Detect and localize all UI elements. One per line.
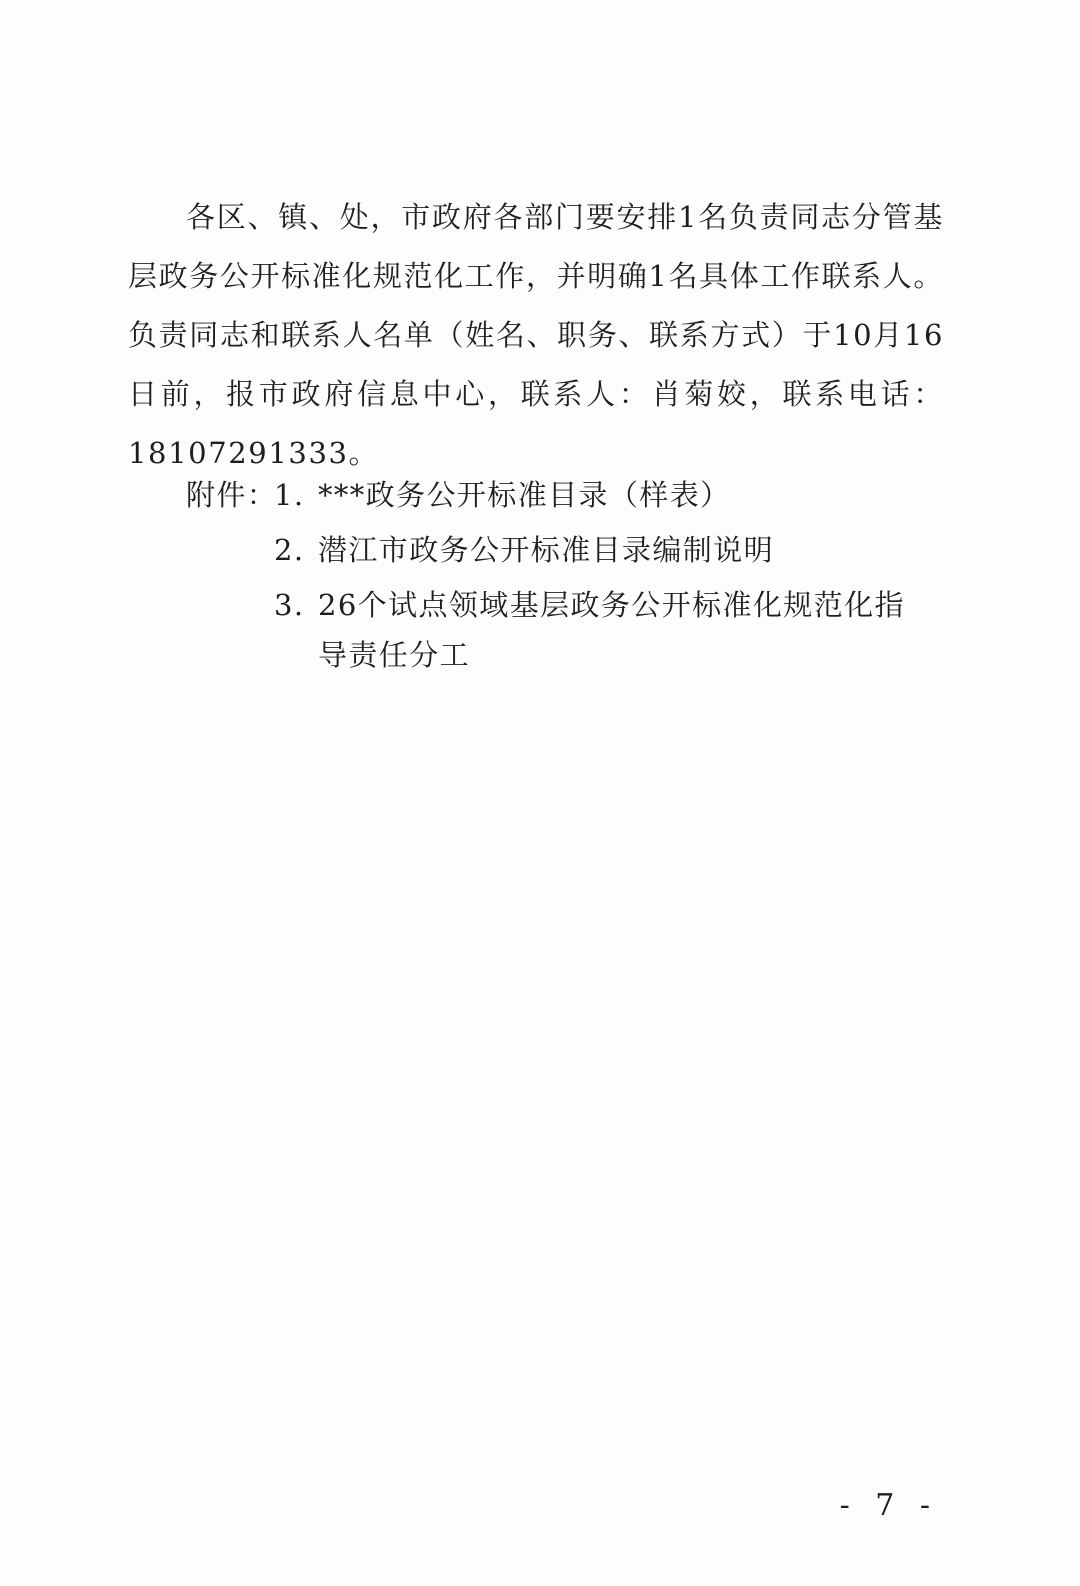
page-number: - 7 - bbox=[839, 1488, 938, 1523]
attachment-number: 2. bbox=[274, 533, 305, 567]
attachment-title: 26个试点领域基层政务公开标准化规范化指导责任分工 bbox=[318, 588, 905, 672]
attachment-title: ***政务公开标准目录（样表） bbox=[318, 478, 731, 512]
attachment-item-1 bbox=[186, 470, 926, 520]
attachments-label: 附件： bbox=[186, 478, 278, 512]
attachment-number: 1. bbox=[274, 478, 305, 512]
attachment-number: 3. bbox=[274, 588, 305, 622]
attachments-list bbox=[186, 470, 926, 685]
body-paragraph: 各区、镇、处，市政府各部门要安排1名负责同志分管基层政务公开标准化规范化工作，并明确1名具体工作联系人。负责同志和联系人名单（姓名、职务、联系方式）于10月16日前，报市政府信息中心，联系人：肖菊姣，联系电话：18107291333。 bbox=[128, 200, 944, 470]
attachment-item-2 bbox=[186, 525, 926, 575]
attachment-title: 潜江市政务公开标准目录编制说明 bbox=[318, 533, 775, 567]
attachment-item-3 bbox=[186, 580, 926, 680]
